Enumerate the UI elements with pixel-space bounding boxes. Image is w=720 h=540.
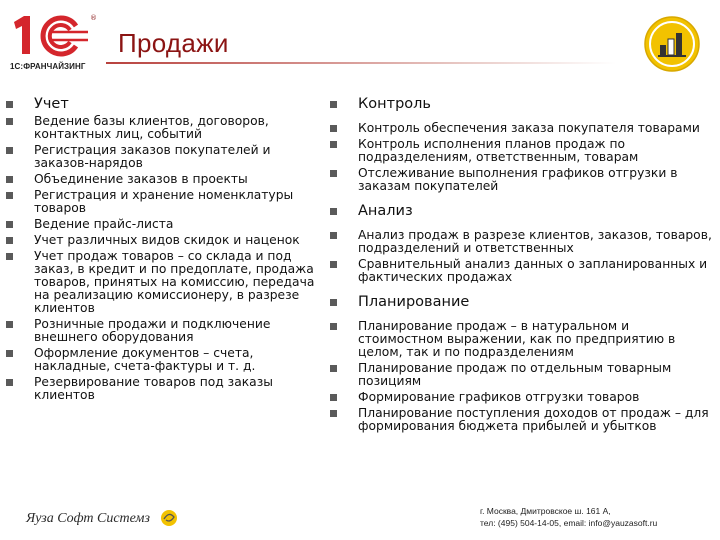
list-item [330, 407, 716, 433]
list-item-text: Объединение заказов в проекты [34, 172, 248, 186]
bar-chart-icon [643, 15, 701, 73]
section-heading-control [330, 96, 716, 112]
company-swirl-icon [160, 509, 178, 527]
company-logo-text: Яуза Софт Системз [26, 511, 150, 526]
list-item [6, 234, 316, 247]
list-item [6, 189, 316, 215]
bullet-icon [6, 101, 13, 108]
list-item [330, 122, 716, 135]
section-heading-accounting [6, 96, 316, 112]
bullet-icon [6, 321, 13, 328]
bullet-icon [6, 192, 13, 199]
list-item [330, 138, 716, 164]
list-item [330, 362, 716, 388]
franchising-label: 1С:ФРАНЧАЙЗИНГ [10, 62, 86, 71]
registered-mark: ® [90, 14, 97, 22]
list-item-text: Планирование продаж по отдельным товарным позициям [358, 361, 672, 388]
section-heading-analysis [330, 203, 716, 219]
list-item-text: Учет различных видов скидок и наценок [34, 233, 300, 247]
page-title: Продажи [118, 28, 229, 58]
bullet-icon [330, 101, 337, 108]
slide-header [0, 0, 720, 82]
list-item [330, 258, 716, 284]
1c-logo-icon [10, 10, 90, 60]
bullet-icon [6, 147, 13, 154]
list-item [6, 250, 316, 315]
list-item-text: Ведение прайс-листа [34, 217, 174, 231]
contact-address [480, 505, 702, 529]
bullet-icon [6, 379, 13, 386]
bullet-icon [330, 125, 337, 132]
bullet-icon [330, 170, 337, 177]
bullet-icon [6, 176, 13, 183]
list-item [6, 144, 316, 170]
bullet-icon [6, 350, 13, 357]
list-item-text: Ведение базы клиентов, договоров, контактных лиц, событий [34, 114, 269, 141]
list-item-text: Регистрация заказов покупателей и заказов-нарядов [34, 143, 271, 170]
bullet-icon [6, 221, 13, 228]
bullet-icon [330, 232, 337, 239]
right-column [330, 96, 716, 436]
phone-email-line: тел: (495) 504-14-05, email: info@yauzasoft.ru [480, 518, 658, 528]
list-item-text: Резервирование товаров под заказы клиентов [34, 375, 273, 402]
list-item [330, 229, 716, 255]
1c-logo [10, 10, 102, 78]
bullet-icon [330, 261, 337, 268]
list-item-text: Отслеживание выполнения графиков отгрузки в заказам покупателей [358, 166, 678, 193]
list-item-text: Формирование графиков отгрузки товаров [358, 390, 640, 404]
list-item-text: Планирование поступления доходов от продаж – для формирования бюджета прибылей и убытков [358, 406, 709, 433]
section-heading-text: Анализ [358, 203, 413, 219]
section-heading-text: Учет [34, 96, 69, 112]
bullet-icon [6, 237, 13, 244]
bullet-icon [330, 394, 337, 401]
section-heading-planning [330, 294, 716, 310]
section-heading-text: Контроль [358, 96, 431, 112]
list-item [6, 376, 316, 402]
list-item [330, 167, 716, 193]
bullet-icon [330, 365, 337, 372]
bullet-icon [330, 141, 337, 148]
address-line: г. Москва, Дмитровское ш. 161 А, [480, 506, 611, 516]
left-column [6, 96, 316, 405]
list-item [6, 318, 316, 344]
list-item-text: Регистрация и хранение номенклатуры товаров [34, 188, 294, 215]
list-item [6, 115, 316, 141]
list-item-text: Розничные продажи и подключение внешнего оборудования [34, 317, 271, 344]
list-item-text: Учет продаж товаров – со склада и под заказ, в кредит и по предоплате, продажа товаров, принятых на комиссию, передача на реализацию комиссионеру, в разрезе клиентов [34, 249, 315, 315]
section-heading-text: Планирование [358, 294, 470, 310]
list-item [330, 391, 716, 404]
list-item [6, 173, 316, 186]
list-item-text: Контроль исполнения планов продаж по подразделениям, ответственным, товарам [358, 137, 639, 164]
list-item-text: Оформление документов – счета, накладные, счета-фактуры и т. д. [34, 346, 256, 373]
list-item [6, 218, 316, 231]
bullet-icon [330, 208, 337, 215]
bullet-icon [330, 410, 337, 417]
bullet-icon [330, 299, 337, 306]
list-item [6, 347, 316, 373]
header-divider [106, 62, 616, 64]
bullet-icon [6, 118, 13, 125]
list-item-text: Планирование продаж – в натуральном и стоимостном выражении, как по предприятию в целом, так и по подразделениям [358, 319, 676, 359]
bullet-icon [6, 253, 13, 260]
list-item-text: Анализ продаж в разрезе клиентов, заказов, товаров, подразделений и ответственных [358, 228, 712, 255]
bullet-icon [330, 323, 337, 330]
list-item-text: Контроль обеспечения заказа покупателя товарами [358, 121, 700, 135]
list-item-text: Сравнительный анализ данных о запланированных и фактических продажах [358, 257, 708, 284]
list-item [330, 320, 716, 359]
